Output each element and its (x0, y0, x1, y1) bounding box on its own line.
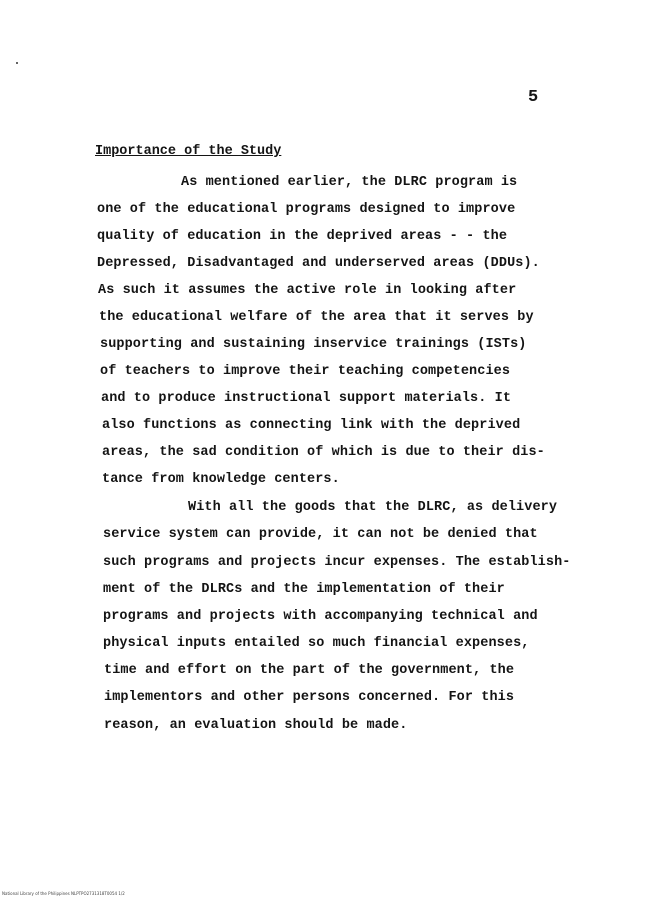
text-line: As mentioned earlier, the DLRC program is (181, 175, 518, 190)
text-line: As such it assumes the active role in looking after (98, 283, 517, 298)
text-line: With all the goods that the DLRC, as delivery (188, 500, 558, 515)
scan-footer: National Library of the Philippines NLPTPO2731318T0054 1/2 (2, 891, 125, 896)
text-line: the educational welfare of the area that it serves by (99, 310, 534, 325)
page-number: 5 (528, 88, 539, 107)
text-line: quality of education in the deprived areas - - the (97, 229, 508, 244)
text-line: of teachers to improve their teaching competencies (100, 364, 511, 379)
text-line: service system can provide, it can not be denied that (103, 527, 538, 542)
text-line: programs and projects with accompanying technical and (103, 609, 538, 624)
text-line: Depressed, Disadvantaged and underserved areas (DDUs). (97, 256, 540, 271)
text-line: implementors and other persons concerned. For this (104, 690, 515, 705)
text-line: ment of the DLRCs and the implementation of their (103, 582, 505, 597)
text-line: such programs and projects incur expenses. The establish- (103, 555, 571, 570)
text-line: and to produce instructional support materials. It (101, 391, 512, 406)
text-line: time and effort on the part of the government, the (104, 663, 515, 678)
text-line: areas, the sad condition of which is due to their dis- (102, 445, 545, 460)
section-heading: Importance of the Study (95, 144, 282, 159)
text-line: physical inputs entailed so much financial expenses, (103, 636, 530, 651)
text-line: reason, an evaluation should be made. (104, 718, 408, 733)
text-line: supporting and sustaining inservice trainings (ISTs) (100, 337, 527, 352)
text-line: also functions as connecting link with the deprived (102, 418, 521, 433)
text-line: tance from knowledge centers. (102, 472, 340, 487)
scan-speck (16, 62, 18, 64)
text-line: one of the educational programs designed to improve (97, 202, 516, 217)
